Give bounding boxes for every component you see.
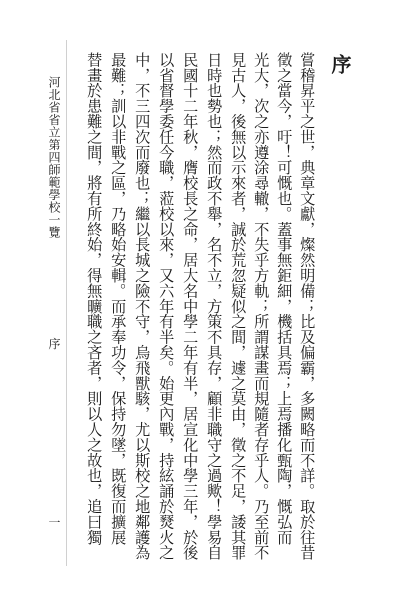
text-column-10: 替畫於患難之間，將有所終始，得無曠職之吝者，則以人之故也，追曰獨 xyxy=(85,52,104,545)
running-header: 河北省省立第四師範學校一覽 xyxy=(47,76,61,239)
preface-title: 序 xyxy=(328,54,352,74)
text-column-5: 日時也勢也；然而政不舉，名不立，方策不具存，顧非職守之過歟！學易自 xyxy=(205,52,224,561)
text-column-2: 徵之當今，吁！可慨也。蓋事無鉅細，機括具焉；上焉播化甄陶，慨弘而 xyxy=(275,52,294,545)
margin-rule xyxy=(66,40,67,566)
text-column-8: 中，不三四次而廢也；繼以長城之險不守，烏飛獸駭，尤以斯校之地鄰護為 xyxy=(133,52,152,561)
text-column-7: 以省督學委任今職，蒞校以來，又六年有半矣。始更內戰，持絃誦於燹火之 xyxy=(157,52,176,561)
text-column-4: 見古人，後無以示來者，誠於荒忽疑似之間，遽之莫由，徵之不足，諉其罪 xyxy=(229,52,248,561)
page-number: 一 xyxy=(47,515,61,528)
text-column-9: 最難；訓以非戰之區，乃略始安輯。而承奉功令，保持勿墜，既復而擴展 xyxy=(109,52,128,545)
text-column-1: 嘗稽昇平之世，典章文獻，燦然明備；比及偏霸，多闕略而不詳。取於往昔 xyxy=(298,52,317,561)
margin-column xyxy=(44,76,60,556)
text-column-3: 光大，次之亦遵涂尋轍，不失乎方軌；所謂謀畫而規隨者存乎人。乃至前不 xyxy=(252,52,271,561)
text-column-6: 民國十二年秋，膺校長之命，居大名中學二年有半，居宣化中學三年，於後 xyxy=(181,52,200,561)
header-section-label: 序 xyxy=(47,337,61,350)
